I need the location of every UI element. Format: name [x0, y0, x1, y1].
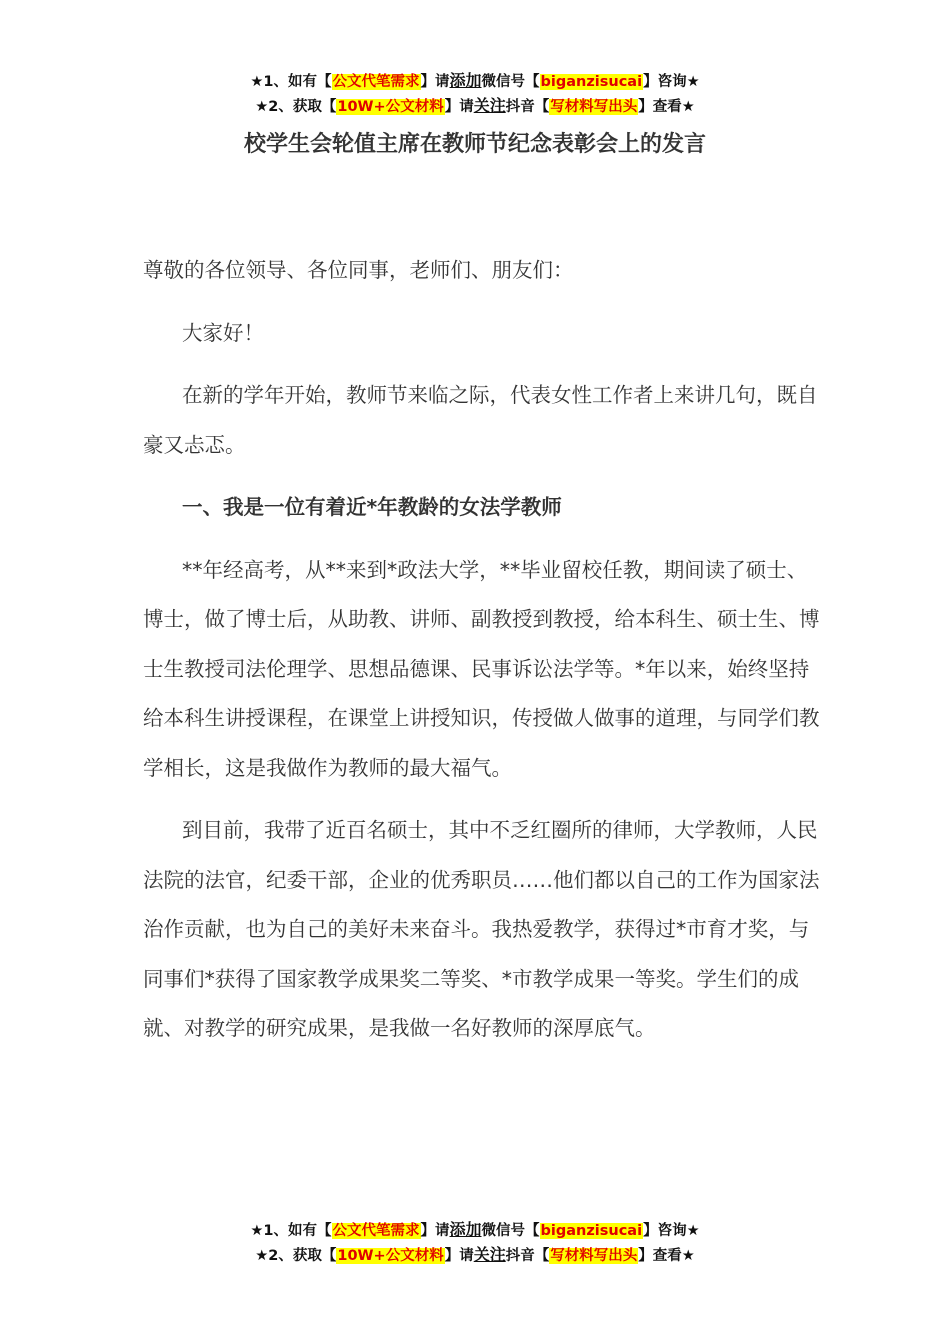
banner-text: 】咨询★ — [643, 74, 700, 90]
banner-highlight: 公文代笔需求 — [332, 1223, 420, 1239]
intro-paragraph: 在新的学年开始，教师节来临之际，代表女性工作者上来讲几句，既自豪又忐忑。 — [143, 383, 818, 457]
document-title: 校学生会轮值主席在教师节纪念表彰会上的发言 — [243, 132, 706, 157]
banner-text: ★1、如有【 — [250, 1223, 332, 1239]
banner-underline-text: 关注 — [473, 96, 506, 115]
banner-highlight: 10W+公文材料 — [337, 1248, 444, 1264]
banner-highlight: biganzisucai — [540, 74, 643, 90]
banner-highlight: 公文代笔需求 — [332, 74, 420, 90]
paragraph: 到目前，我带了近百名硕士，其中不乏红圈所的律师，大学教师，人民法院的法官，纪委干部，企业的优秀职员……他们都以自己的工作为国家法治作贡献，也为自己的美好未来奋斗。我热爱教学，获得过*市育才奖，与同事们*获得了国家教学成果奖二等奖、*市教学成果一等奖。学生们的成就、对教学的研究成果，是我做一名好教师的深厚底气。 — [143, 818, 820, 1040]
banner-text: 】查看★ — [638, 1248, 695, 1264]
header-banner — [0, 69, 950, 119]
banner-line-2 — [0, 94, 950, 119]
banner-text: 】咨询★ — [643, 1223, 700, 1239]
banner-text: 】请 — [420, 74, 450, 90]
banner-highlight: biganzisucai — [540, 1223, 643, 1239]
banner-text: 】查看★ — [638, 99, 695, 115]
banner-underline-text: 添加 — [449, 71, 482, 90]
banner-text: 抖音【 — [505, 1248, 550, 1264]
banner-line-1 — [0, 1218, 950, 1243]
banner-text: 】请 — [444, 99, 474, 115]
greeting: 大家好！ — [182, 320, 264, 345]
banner-text: 微信号【 — [481, 1223, 540, 1239]
banner-underline-text: 添加 — [449, 1220, 482, 1239]
banner-highlight: 写材料写出头 — [550, 99, 638, 115]
banner-text: 抖音【 — [505, 99, 550, 115]
banner-text: ★2、获取【 — [255, 99, 337, 115]
banner-line-2 — [0, 1243, 950, 1268]
banner-underline-text: 关注 — [473, 1245, 506, 1264]
document-body — [143, 246, 827, 1067]
banner-text: ★1、如有【 — [250, 74, 332, 90]
banner-text: 】请 — [420, 1223, 450, 1239]
footer-banner — [0, 1218, 950, 1268]
banner-text: ★2、获取【 — [255, 1248, 337, 1264]
salutation: 尊敬的各位领导、各位同事，老师们、朋友们： — [143, 258, 574, 282]
banner-line-1 — [0, 69, 950, 94]
banner-text: 微信号【 — [481, 74, 540, 90]
banner-text: 】请 — [444, 1248, 474, 1264]
section-heading: 一、我是一位有着近*年教龄的女法学教师 — [182, 495, 562, 519]
banner-highlight: 10W+公文材料 — [337, 99, 444, 115]
banner-highlight: 写材料写出头 — [550, 1248, 638, 1264]
paragraph: **年经高考，从**来到*政法大学，**毕业留校任教，期间读了硕士、博士，做了博士后，从助教、讲师、副教授到教授，给本科生、硕士生、博士生教授司法伦理学、思想品德课、民事诉讼法学等。*年以来，始终坚持给本科生讲授课程，在课堂上讲授知识，传授做人做事的道理，与同学们教学相长，这是我做作为教师的最大福气。 — [143, 557, 820, 780]
